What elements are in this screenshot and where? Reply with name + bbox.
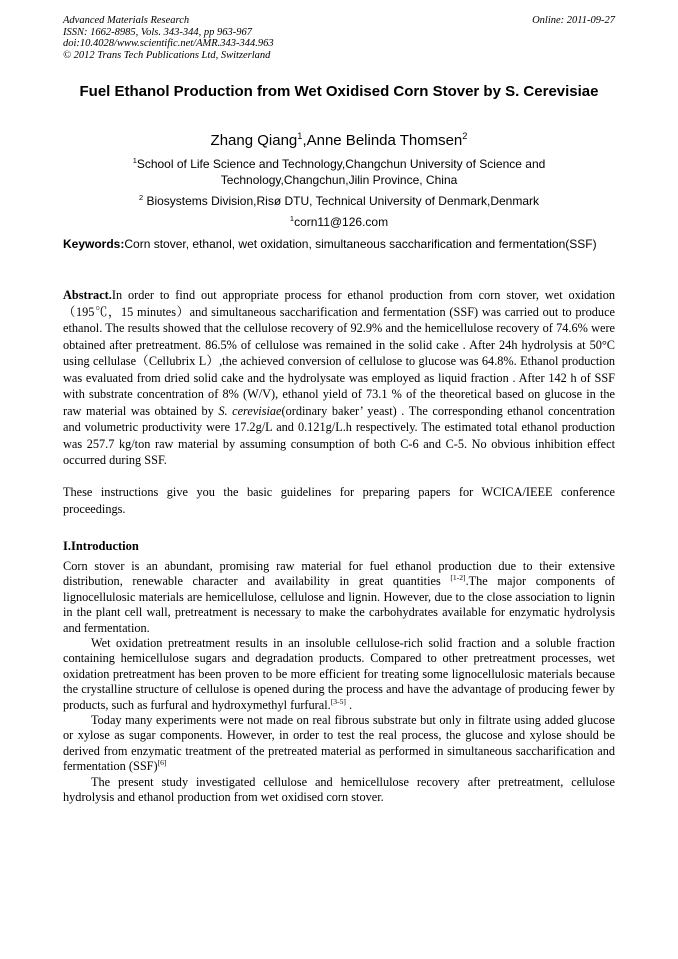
abstract-text-1: In order to find out appropriate process for ethanol production from corn stover, wet oxidation（195℃，15 minutes）and simultaneous saccharification and fermentation (SSF) was carried out to produce ethanol. The results showed that the cellulose recovery of 92.9% and the hemicellulose recovery of 74.6% were obtained after pretreatment. 86.5% of cellulose was remained in the solid cake . After 24h hydrolysis at 50°C using cellulase（Cellubrix L）,the achieved conversion of cellulose to glucose was 64.8%. Ethanol production was evaluated from dried solid cake and the hydrolysate was employed as liquid fraction . After 142 h of SSF with substrate concentration of 8% (W/V), ethanol yield of 73.1 % of the theoretical based on glucose in the raw material was obtained by — [63, 288, 615, 418]
email-sup: 1 — [289, 214, 295, 223]
author-1-name: Zhang Qiang — [210, 132, 298, 149]
affiliation-1-text: School of Life Science and Technology,Changchun University of Science and Technology,Changchun,Jilin Province, China — [136, 157, 546, 187]
intro-p2-text-b: . — [345, 697, 353, 712]
keywords-text: Corn stover, ethanol, wet oxidation, simultaneous saccharification and fermentation(SSF) — [124, 237, 597, 251]
affiliation-1-sup: 1 — [132, 156, 137, 165]
intro-p3-text: Today many experiments were not made on real fibrous substrate but only in filtrate using added glucose or xylose as sugar components. However, in order to test the real process, the glucose and xylose should be derived from enzymatic treatment of the pretreated material as performed in simultaneous saccharification and fermentation (SSF) — [63, 713, 615, 774]
keywords — [63, 236, 615, 252]
affiliation-1 — [63, 156, 615, 188]
author-1-sup: 1 — [297, 131, 303, 141]
journal-header — [63, 15, 615, 61]
abstract-text-2: (ordinary baker’ yeast) . The corresponding ethanol concentration and volumetric productivity were 17.2g/L and 0.121g/L.h respectively. The estimated total ethanol production was 257.7 kg/ton raw material by assuming consumption of both C-6 and C-5. No obvious inhibition effect occurred during SSF. — [63, 403, 615, 467]
intro-p1-text-a: Corn stover is an abundant, promising raw material for fuel ethanol production due to their extensive distribution, renewable character and availability in great quantities — [63, 559, 615, 589]
instructions-note: These instructions give you the basic guidelines for preparing papers for WCICA/IEEE conference proceedings. — [63, 485, 615, 516]
intro-p1-ref: [1-2] — [450, 573, 466, 583]
email-text: corn11@126.com — [294, 215, 389, 229]
author-2-sup: 2 — [462, 131, 468, 141]
keywords-label: Keywords: — [63, 237, 125, 251]
author-email — [63, 214, 615, 230]
author-separator: , — [302, 132, 307, 149]
doi-line: doi:10.4028/www.scientific.net/AMR.343-344.963 — [63, 38, 274, 49]
affiliation-2-sup: 2 — [138, 193, 144, 202]
affiliation-2-text: Biosystems Division,Risø DTU, Technical University of Denmark,Denmark — [143, 194, 540, 208]
introduction-body — [63, 559, 615, 806]
section-heading-introduction: I.Introduction — [63, 539, 139, 553]
issn-line: ISSN: 1662-8985, Vols. 343-344, pp 963-967 — [63, 26, 252, 38]
intro-paragraph-4: The present study investigated cellulose and hemicellulose recovery after pretreatment, cellulose hydrolysis and ethanol production from wet oxidised corn stover. — [63, 774, 615, 805]
abstract-label: Abstract. — [63, 288, 112, 302]
intro-p2-ref: [3-5] — [330, 696, 346, 706]
journal-name: Advanced Materials Research — [63, 15, 190, 26]
intro-paragraph-2 — [63, 636, 615, 713]
intro-paragraph-3 — [63, 713, 615, 775]
online-date: Online: 2011-09-27 — [532, 15, 615, 26]
abstract — [63, 287, 615, 469]
author-line — [63, 132, 615, 150]
abstract-species: S. cerevisiae — [218, 403, 282, 418]
intro-p1-text-b: .The major components of lignocellulosic materials are hemicellulose, cellulose and lignin. However, due to the close association to lignin in the plant cell wall, pretreatment is necessary to make the carbohydrates available for enzymatic hydrolysis and fermentation. — [63, 574, 615, 635]
copyright-line: © 2012 Trans Tech Publications Ltd, Switzerland — [63, 49, 271, 61]
intro-paragraph-1 — [63, 559, 615, 636]
intro-p2-text-a: Wet oxidation pretreatment results in an insoluble cellulose-rich solid fraction and a soluble fraction containing hemicellulose sugars and degradation products. Compared to other pretreatment processes, wet oxidation pretreatment has been proven to be more efficient for treating some lignocellulosic materials because the crystalline structure of cellulose is opened during the process and have the advantage of producing fewer by products, such as furfural and hydroxymethyl furfural. — [63, 636, 615, 712]
paper-title: Fuel Ethanol Production from Wet Oxidised Corn Stover by S. Cerevisiae — [79, 83, 599, 100]
intro-p3-ref: [6] — [157, 758, 167, 768]
affiliation-2 — [63, 193, 615, 209]
author-2-name: Anne Belinda Thomsen — [306, 132, 463, 149]
